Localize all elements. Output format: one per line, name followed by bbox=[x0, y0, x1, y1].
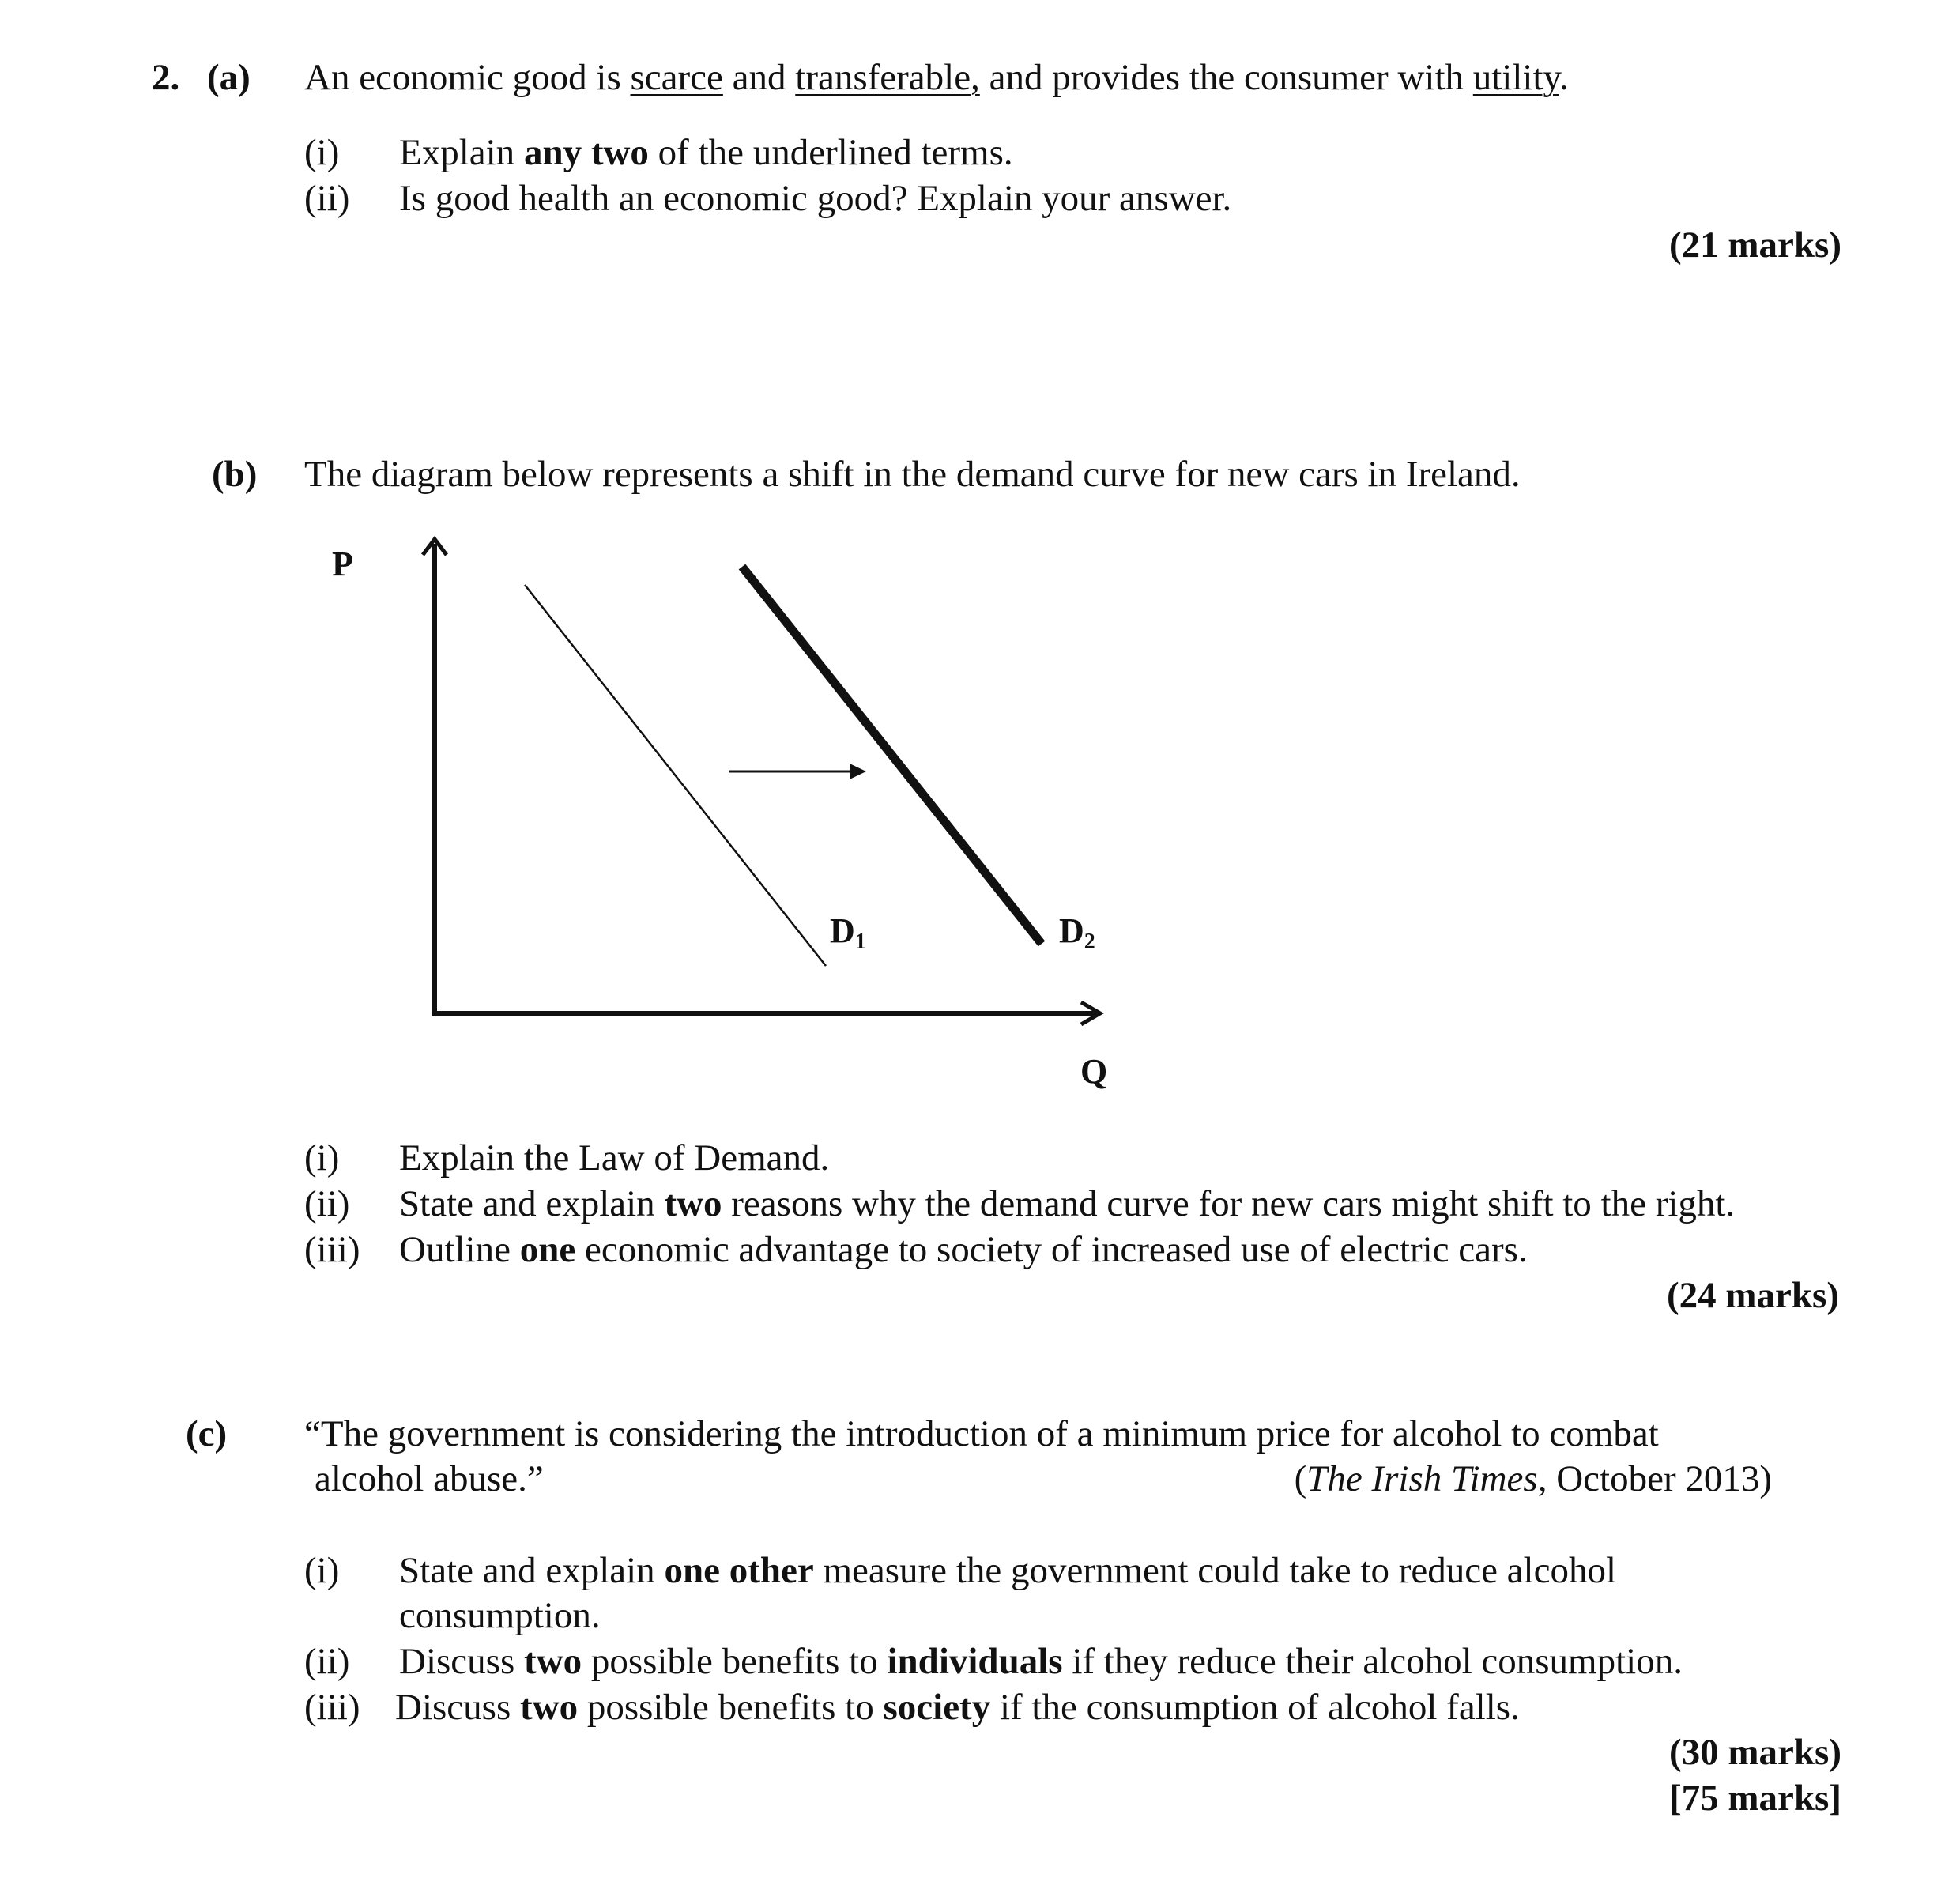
d2-label bbox=[1059, 911, 1095, 954]
item-text: measure the government could take to reduce alcohol bbox=[813, 1550, 1617, 1591]
question-number: 2. bbox=[152, 57, 180, 98]
item-text: Outline bbox=[399, 1229, 520, 1270]
part-a-label: (a) bbox=[207, 57, 251, 98]
d1-label bbox=[830, 911, 866, 954]
item-emphasis: two bbox=[523, 1641, 582, 1682]
d1-label-letter: D bbox=[830, 911, 855, 950]
part-b-item-num: (ii) bbox=[304, 1183, 350, 1224]
item-text: possible benefits to bbox=[578, 1687, 884, 1728]
item-emphasis: two bbox=[664, 1183, 722, 1224]
item-text: reasons why the demand curve for new cars might shift to the right. bbox=[722, 1183, 1736, 1224]
part-a-stem-text-2: and bbox=[722, 57, 796, 98]
d2-label-letter: D bbox=[1059, 911, 1084, 950]
item-emphasis: one other bbox=[664, 1550, 814, 1591]
item-text: if they reduce their alcohol consumption. bbox=[1062, 1641, 1683, 1682]
term-transferable: transferable, bbox=[795, 57, 980, 98]
part-c-item-num: (ii) bbox=[304, 1641, 350, 1682]
part-c-quote-line-2: alcohol abuse.” bbox=[315, 1458, 544, 1499]
part-b-item-text: Explain the Law of Demand. bbox=[399, 1137, 830, 1178]
item-text: Discuss bbox=[399, 1641, 524, 1682]
shift-arrow-head-icon bbox=[850, 764, 866, 779]
part-a-item-text: Is good health an economic good? Explain your answer. bbox=[399, 178, 1232, 219]
item-text: Explain bbox=[399, 132, 524, 173]
item-emphasis: one bbox=[519, 1229, 576, 1270]
source-open: ( bbox=[1294, 1458, 1307, 1499]
part-a-item-num: (ii) bbox=[304, 178, 350, 219]
item-emphasis: society bbox=[883, 1687, 991, 1728]
part-b-item-num: (i) bbox=[304, 1137, 340, 1178]
item-emphasis: any two bbox=[523, 132, 649, 173]
part-c-quote-line-1: “The government is considering the introduction of a minimum price for alcohol to combat bbox=[304, 1413, 1659, 1454]
part-c-item-text-continued: consumption. bbox=[399, 1595, 601, 1636]
item-text: State and explain bbox=[399, 1183, 665, 1224]
part-b-item-text bbox=[399, 1182, 1735, 1226]
demand-curve-d2 bbox=[742, 567, 1042, 944]
part-c-item-text bbox=[399, 1639, 1683, 1684]
part-c-item-text bbox=[399, 1548, 1616, 1593]
item-text: if the consumption of alcohol falls. bbox=[990, 1687, 1520, 1728]
part-c-item-text bbox=[395, 1685, 1520, 1729]
part-a-stem-text-1: An economic good is bbox=[304, 57, 631, 98]
item-text: of the underlined terms. bbox=[648, 132, 1013, 173]
d1-label-subscript: 1 bbox=[854, 930, 866, 954]
item-emphasis: two bbox=[519, 1687, 579, 1728]
source-date: , October 2013) bbox=[1537, 1458, 1772, 1499]
part-b-item-text bbox=[399, 1227, 1528, 1272]
price-axis-label: P bbox=[332, 545, 353, 583]
quantity-axis-label: Q bbox=[1080, 1052, 1108, 1091]
part-a-stem-text-3: and provides the consumer with bbox=[979, 57, 1473, 98]
total-marks: [75 marks] bbox=[1669, 1778, 1841, 1819]
part-c-label: (c) bbox=[186, 1413, 228, 1454]
item-text: possible benefits to bbox=[582, 1641, 888, 1682]
item-emphasis: individuals bbox=[887, 1641, 1063, 1682]
item-text: economic advantage to society of increased use of electric cars. bbox=[575, 1229, 1528, 1270]
part-c-item-num: (iii) bbox=[304, 1687, 360, 1728]
part-c-marks: (30 marks) bbox=[1669, 1732, 1841, 1773]
part-b-stem: The diagram below represents a shift in the demand curve for new cars in Ireland. bbox=[304, 454, 1521, 495]
quote-source bbox=[1295, 1457, 1772, 1501]
part-b-item-num: (iii) bbox=[304, 1229, 360, 1270]
demand-curve-d1 bbox=[525, 585, 826, 966]
item-text: Discuss bbox=[395, 1687, 520, 1728]
item-text: State and explain bbox=[399, 1550, 665, 1591]
part-c-item-num: (i) bbox=[304, 1550, 340, 1591]
part-a-item-num: (i) bbox=[304, 132, 340, 173]
term-utility: utility bbox=[1472, 57, 1559, 98]
term-scarce: scarce bbox=[630, 57, 723, 98]
part-b-label: (b) bbox=[212, 454, 258, 495]
source-title: The Irish Times bbox=[1306, 1458, 1538, 1499]
part-a-marks: (21 marks) bbox=[1669, 224, 1841, 266]
part-b-marks: (24 marks) bbox=[1667, 1275, 1839, 1316]
d2-label-subscript: 2 bbox=[1084, 930, 1095, 954]
part-a-stem-text-4: . bbox=[1559, 57, 1569, 98]
